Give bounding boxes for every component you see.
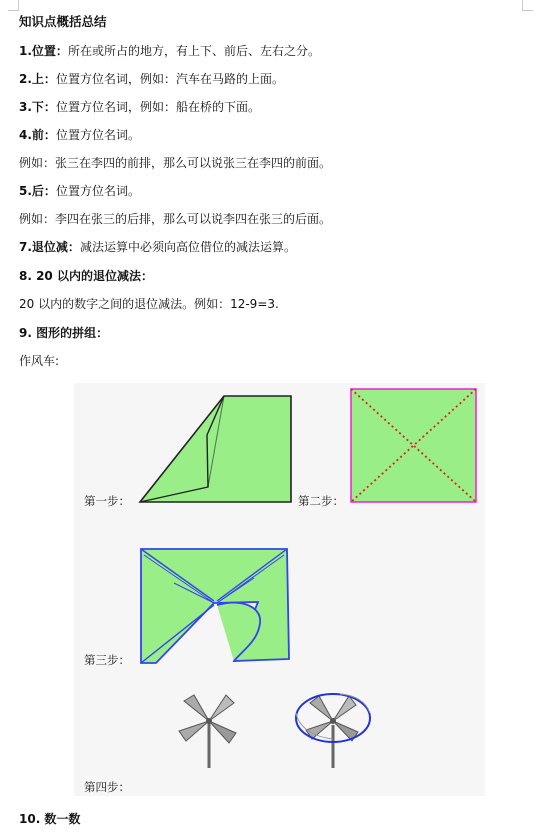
list-item <box>19 43 320 59</box>
list-item <box>19 99 260 115</box>
list-item <box>19 127 140 143</box>
section-heading: 10. 数一数 <box>19 812 81 826</box>
section-heading: 8. 20 以内的退位减法： <box>19 269 153 283</box>
item-term: 退位减： <box>31 240 80 254</box>
step1-shape <box>140 396 291 502</box>
page-corner-mark <box>8 0 19 11</box>
item-term: 位置： <box>31 44 68 58</box>
item-term: 下： <box>31 100 56 114</box>
page-corner-mark <box>522 0 533 11</box>
step3-shape <box>141 549 289 663</box>
item-number: 5. <box>19 184 32 198</box>
step1-label: 第一步： <box>84 494 130 508</box>
item-text: 位置方位名词，例如：汽车在马路的上面。 <box>55 72 284 86</box>
step4-label: 第四步： <box>84 780 130 794</box>
step3-label: 第三步： <box>84 653 130 667</box>
item-text: 减法运算中必须向高位借位的减法运算。 <box>79 240 296 254</box>
item-term: 后： <box>31 184 56 198</box>
step2-square <box>351 389 476 502</box>
list-item <box>19 239 296 255</box>
item-number: 2. <box>19 72 32 86</box>
item-text: 位置方位名词。 <box>55 184 140 198</box>
section-heading: 9. 图形的拼组： <box>19 326 109 340</box>
item-number: 4. <box>19 128 32 142</box>
item-number: 7. <box>19 240 32 254</box>
body-text: 作风车: <box>19 354 60 368</box>
item-term: 前： <box>31 128 56 142</box>
pinwheel-diagram <box>74 383 485 796</box>
pinwheel-figure <box>74 383 485 796</box>
list-item <box>19 71 284 87</box>
step2-label: 第二步： <box>298 494 344 508</box>
list-item <box>19 183 140 199</box>
item-text: 位置方位名词，例如：船在桥的下面。 <box>55 100 260 114</box>
item-term: 上： <box>31 72 56 86</box>
example-text: 例如：李四在张三的后排，那么可以说李四在张三的后面。 <box>19 212 332 226</box>
item-text: 位置方位名词。 <box>55 128 140 142</box>
body-text: 20 以内的数字之间的退位减法。例如：12-9=3. <box>19 297 279 311</box>
pinwheel-left-icon <box>179 695 236 768</box>
pinwheel-right-icon <box>296 694 370 768</box>
item-number: 1. <box>19 44 32 58</box>
example-text: 例如：张三在李四的前排，那么可以说张三在李四的前面。 <box>19 156 332 170</box>
item-number: 3. <box>19 100 32 114</box>
item-text: 所在或所占的地方，有上下、前后、左右之分。 <box>67 44 320 58</box>
page-title: 知识点概括总结 <box>19 14 107 29</box>
